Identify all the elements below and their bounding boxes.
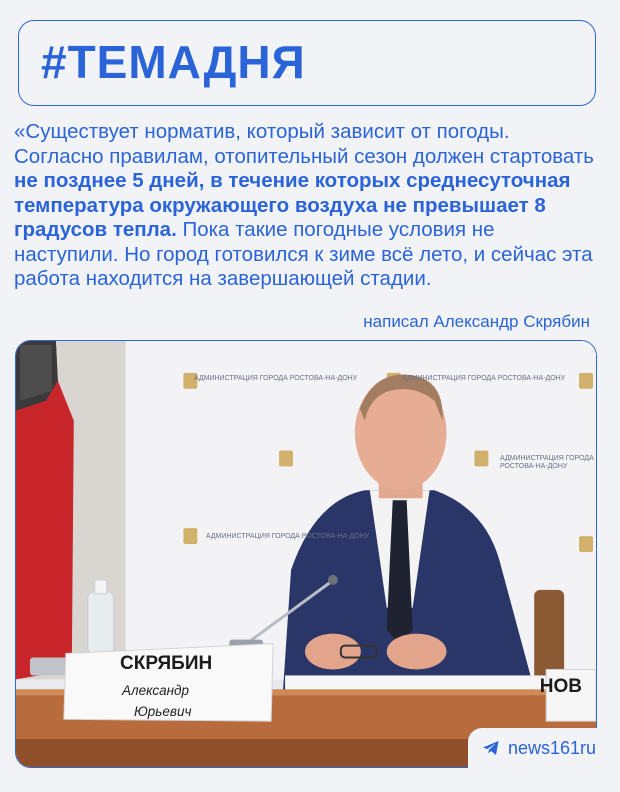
wall-label: АДМИНИСТРАЦИЯ ГОРОДА РОСТОВА-НА-ДОНУ	[402, 375, 566, 382]
placard-patronymic: Юрьевич	[134, 704, 192, 719]
placard-first-name: Александр	[122, 683, 190, 698]
brand-badge	[468, 728, 610, 768]
placard-right-text: НОВ	[539, 676, 582, 697]
header-box	[18, 20, 596, 106]
wall-label: АДМИНИСТРАЦИЯ ГОРОДА РОСТОВА-НА-ДОНУ	[194, 375, 358, 382]
attribution: написал Александр Скрябин	[363, 312, 590, 331]
page-title: #ТЕМАДНЯ	[41, 36, 306, 88]
photo-illustration	[16, 341, 596, 767]
wall-label: АДМИНИСТРАЦИЯ ГОРОДА РОСТОВА-НА-ДОНУ	[206, 533, 370, 540]
wall-label: АДМИНИСТРАЦИЯ ГОРОДА РОСТОВА-НА-ДОНУ	[500, 455, 594, 470]
brand-label: news161ru	[507, 737, 596, 758]
quote-part-1: «Существует норматив, который зависит от погоды. Согласно правилам, отопительный сезон должен стартовать	[14, 120, 594, 168]
placard-surname: СКРЯБИН	[120, 653, 213, 674]
telegram-icon	[482, 740, 500, 756]
quote-text	[14, 120, 604, 292]
quote-bold: не позднее 5 дней, в течение которых среднесуточная температура окружающего воздуха не превышает 8 градусов тепла.	[14, 169, 571, 241]
photo	[15, 340, 597, 768]
quote-part-2: Пока такие погодные условия не наступили. Но город готовился к зиме всё лето, и сейчас эта работа находится на завершающей стадии.	[14, 218, 593, 290]
